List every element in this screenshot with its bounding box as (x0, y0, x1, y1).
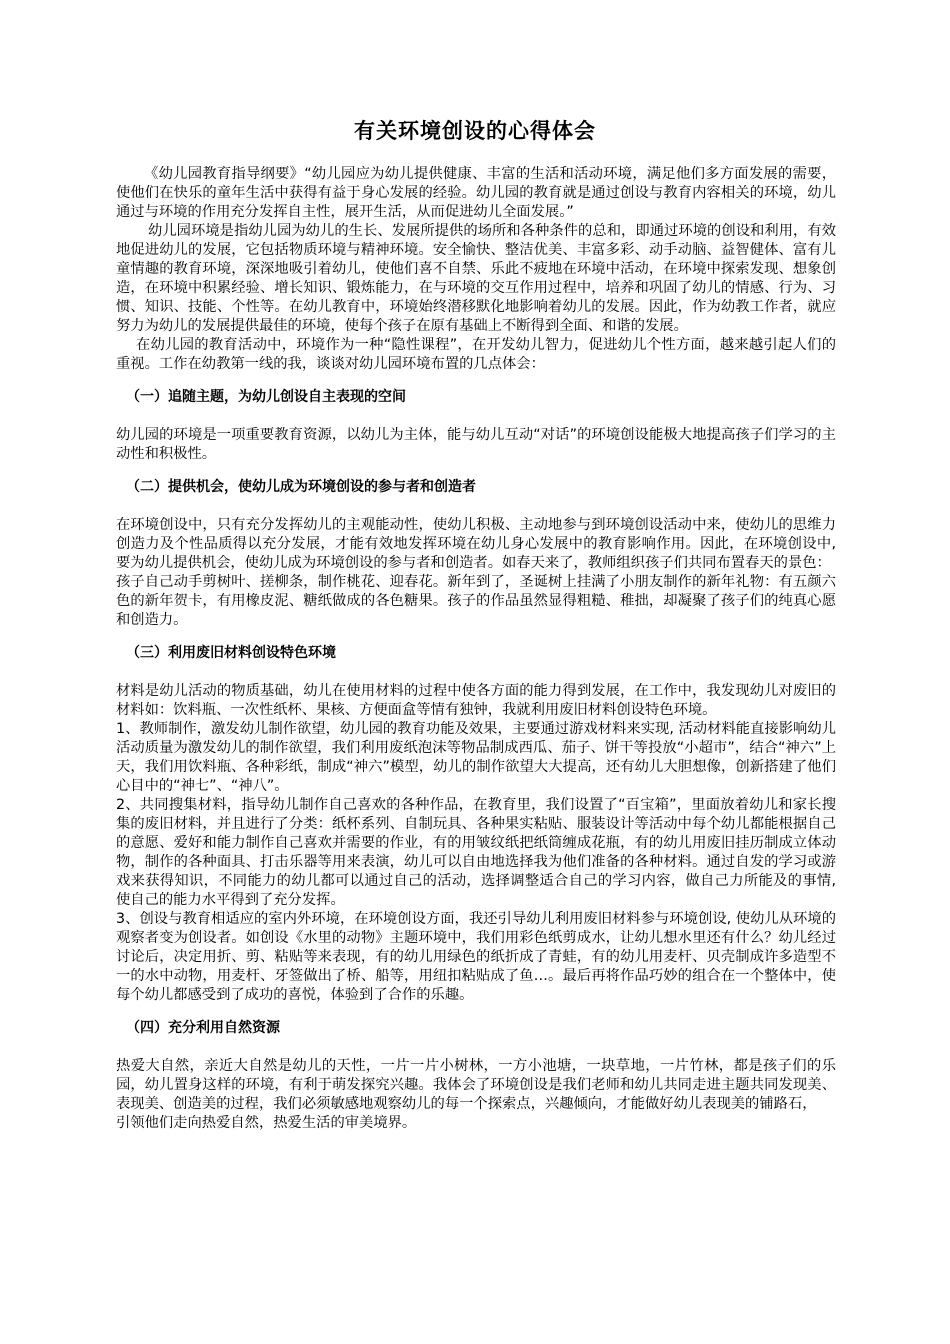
section-paragraph: 1、教师制作，激发幼儿制作欲望，幼儿园的教育功能及效果，主要通过游戏材料来实现, 活动材料能直接影响幼儿活动质量为激发幼儿的制作欲望，我们利用废纸泡沫等物品制成西瓜、茄子、饼干等投放“小超市”，结合“神六”上天，我们用饮料瓶、各种彩纸，制成“神六”模型，幼儿的制作欲望大大提高，还有幼儿大胆想像，创新搭建了他们心目中的“神七”、“神八”。 (116, 721, 836, 794)
section-heading: （四）充分利用自然资源 (126, 1020, 280, 1036)
intro-paragraph: 《幼儿园教育指导纲要》“幼儿园应为幼儿提供健康、丰富的生活和活动环境，满足他们多方面发展的需要，使他们在快乐的童年生活中获得有益于身心发展的经验。幼儿园的教育就是通过创设与教育内容相关的环境，幼儿通过与环境的作用充分发挥自主性，展开生活，从而促进幼儿全面发展。” (116, 166, 836, 220)
intro-paragraph: 在幼儿园的教育活动中，环境作为一种“隐性课程”，在开发幼儿智力，促进幼儿个性方面，越来越引起人们的重视。工作在幼教第一线的我，谈谈对幼儿园环境布置的几点体会： (116, 337, 836, 372)
section-paragraph: 材料是幼儿活动的物质基础，幼儿在使用材料的过程中使各方面的能力得到发展，在工作中，我发现幼儿对废旧的材料如：饮料瓶、一次性纸杯、果核、方便面盒等情有独钟，我就利用废旧材料创设特色环境。 (116, 683, 836, 718)
section-heading: （一）追随主题，为幼儿创设自主表现的空间 (126, 389, 406, 405)
section-paragraph: 幼儿园的环境是一项重要教育资源，以幼儿为主体，能与幼儿互动“对话”的环境创设能极大地提高孩子们学习的主动性和积极性。 (116, 427, 836, 462)
section-paragraph: 在环境创设中，只有充分发挥幼儿的主观能动性，使幼儿积极、主动地参与到环境创设活动中来，使幼儿的思维力创造力及个性品质得以充分发展，才能有效地发挥环境在幼儿身心发展中的教育影响作用。因此，在环境创设中, 要为幼儿提供机会，使幼儿成为环境创设的参与者和创造者。如春天来了，教师组织孩子们共同布置春天的景色： (116, 517, 836, 571)
document-title: 有关环境创设的心得体会 (354, 119, 596, 143)
section-paragraph: 孩子自己动手剪树叶、搓柳条，制作桃花、迎春花。新年到了，圣诞树上挂满了小朋友制作的新年礼物：有五颜六色的新年贺卡，有用橡皮泥、糖纸做成的各色糖果。孩子的作品虽然显得粗糙、稚拙，却凝聚了孩子们的纯真心愿和创造力。 (116, 574, 836, 628)
section-paragraph: 引领他们走向热爱自然，热爱生活的审美境界。 (116, 1115, 417, 1131)
intro-paragraph: 幼儿园环境是指幼儿园为幼儿的生长、发展所提供的场所和各种条件的总和，即通过环境的创设和利用，有效地促进幼儿的发展，它包括物质环境与精神环境。安全愉快、整洁优美、丰富多彩、动手动脑、益智健体、富有儿童情趣的教育环境，深深地吸引着幼儿，使他们喜不自禁、乐此不疲地在环境中活动，在环境中探索发现、想象创造，在环境中积累经验、增长知识、锻炼能力，在与环境的交互作用过程中，培养和巩固了幼儿的情感、行为、习惯、知识、技能、个性等。在幼儿教育中，环境始终潜移默化地影响着幼儿的发展。因此，作为幼教工作者，就应努力为幼儿的发展提供最佳的环境，使每个孩子在原有基础上不断得到全面、和谐的发展。 (116, 223, 836, 334)
section-heading: （三）利用废旧材料创设特色环境 (126, 645, 336, 661)
section-heading: （二）提供机会，使幼儿成为环境创设的参与者和创造者 (126, 479, 476, 495)
document-body (116, 165, 836, 1133)
section-paragraph: 3、创设与教育相适应的室内外环境，在环境创设方面，我还引导幼儿利用废旧材料参与环境创设, 使幼儿从环境的观察者变为创设者。如创设《水里的动物》主题环境中，我们用彩色纸剪成水，让幼儿想水里还有什么？幼儿经过讨论后，决定用折、剪、粘贴等来表现，有的幼儿用绿色的纸折成了青蛙，有的幼儿用麦杆、贝壳制成许多造型不一的水中动物，用麦杆、牙签做出了桥、船等，用纽扣粘贴成了鱼…。最后再将作品巧妙的组合在一个整体中，使每个幼儿都感受到了成功的喜悦，体验到了合作的乐趣。 (116, 911, 836, 1003)
section-paragraph: 2、共同搜集材料，指导幼儿制作自己喜欢的各种作品，在教育里，我们设置了“百宝箱”，里面放着幼儿和家长搜集的废旧材料，并且进行了分类：纸杯系列、自制玩具、各种果实粘贴、服装设计等活动中每个幼儿都能根据自己的意愿、爱好和能力制作自己喜欢并需要的作业，有的用皱纹纸把纸筒缠成花瓶，有的幼儿用废旧挂历制成立体动物，制作的各种面具、打击乐器等用来表演，幼儿可以自由地选择我为他们准备的各种材料。通过自发的学习或游戏来获得知识，不同能力的幼儿都可以通过自己的活动，选择调整适合自己的学习内容，做自己力所能及的事情, 使自己的能力水平得到了充分发挥。 (116, 797, 836, 908)
section-paragraph: 热爱大自然，亲近大自然是幼儿的天性，一片一片小树林，一方小池塘，一块草地，一片竹林，都是孩子们的乐园，幼儿置身这样的环境，有利于萌发探究兴趣。我体会了环境创设是我们老师和幼儿共同走进主题共同发现美、表现美、创造美的过程，我们必须敏感地观察幼儿的每一个探索点，兴趣倾向，才能做好幼儿表现美的铺路石， (116, 1058, 836, 1112)
